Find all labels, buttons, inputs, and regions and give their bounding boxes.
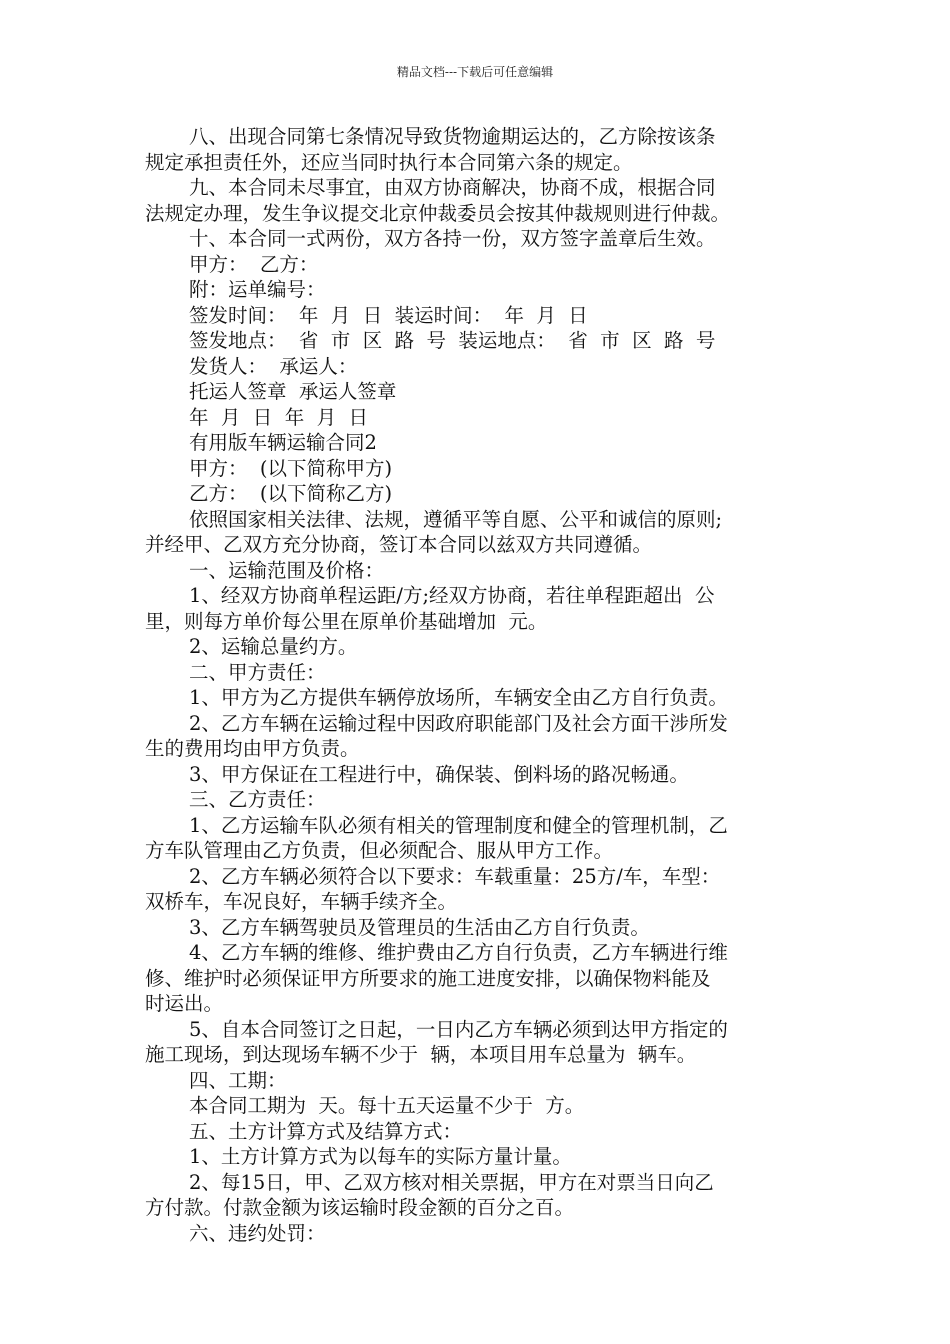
text-line: 规定承担责任外，还应当同时执行本合同第六条的规定。 xyxy=(145,150,633,174)
text-line: 2、乙方车辆在运输过程中因政府职能部门及社会方面干涉所发 xyxy=(189,711,728,735)
text-line: 签发时间： 年 月 日 装运时间： 年 月 日 xyxy=(189,303,588,327)
text-line: 里，则每方单价每公里在原单价基础增加 元。 xyxy=(145,609,548,633)
text-line: 有用版车辆运输合同2 xyxy=(189,431,377,454)
text-line: 八、出现合同第七条情况导致货物逾期运达的，乙方除按该条 xyxy=(189,125,716,148)
text-line: 发货人： 承运人： xyxy=(189,354,358,378)
text-line: 2、乙方车辆必须符合以下要求：车载重量：25方/车，车型： xyxy=(189,864,721,888)
text-line: 修、维护时必须保证甲方所要求的施工进度安排，以确保物料能及 xyxy=(145,966,711,990)
text-line: 1、乙方运输车队必须有相关的管理制度和健全的管理机制，乙 xyxy=(189,813,728,837)
text-line: 1、土方计算方式为以每车的实际方量计量。 xyxy=(189,1145,572,1168)
text-line: 十、本合同一式两份，双方各持一份，双方签字盖章后生效。 xyxy=(189,227,716,250)
text-line: 二、甲方责任： xyxy=(189,660,326,684)
text-line: 施工现场，到达现场车辆不少于 辆，本项目用车总量为 辆车。 xyxy=(145,1043,697,1066)
text-line: 附：运单编号： xyxy=(189,278,326,301)
text-line: 甲方： 乙方： xyxy=(189,252,319,276)
text-line: 5、自本合同签订之日起，一日内乙方车辆必须到达甲方指定的 xyxy=(189,1017,728,1041)
text-line: 2、每15日，甲、乙双方核对相关票据，甲方在对票当日向乙 xyxy=(189,1170,714,1194)
text-line: 托运人签章 承运人签章 xyxy=(189,380,397,403)
text-line: 4、乙方车辆的维修、维护费由乙方自行负责，乙方车辆进行维 xyxy=(189,941,728,964)
text-line: 九、本合同未尽事宜，由双方协商解决，协商不成，根据合同 xyxy=(189,176,716,199)
text-line: 3、乙方车辆驾驶员及管理员的生活由乙方自行负责。 xyxy=(189,915,650,939)
text-line: 年 月 日 年 月 日 xyxy=(189,405,368,429)
text-line: 法规定办理，发生争议提交北京仲裁委员会按其仲裁规则进行仲裁。 xyxy=(145,201,731,225)
text-line: 方付款。付款金额为该运输时段金额的百分之百。 xyxy=(145,1196,575,1219)
text-line: 三、乙方责任： xyxy=(189,788,326,811)
text-line: 1、经双方协商单程运距/方;经双方协商，若往单程距超出 公 xyxy=(189,584,715,607)
text-line: 2、运输总量约方。 xyxy=(189,635,358,658)
document-body xyxy=(145,124,810,1246)
text-line: 方车队管理由乙方负责，但必须配合、服从甲方工作。 xyxy=(145,839,614,862)
text-line: 时运出。 xyxy=(145,992,224,1015)
text-line: 六、违约处罚： xyxy=(189,1221,326,1245)
text-line: 本合同工期为 天。每十五天运量不少于 方。 xyxy=(189,1094,585,1117)
text-line: 签发地点： 省 市 区 路 号 装运地点： 省 市 区 路 号 xyxy=(189,329,716,352)
text-line: 依照国家相关法律、法规，遵循平等自愿、公平和诚信的原则; xyxy=(189,507,723,531)
text-line: 并经甲、乙双方充分协商，签订本合同以兹双方共同遵循。 xyxy=(145,533,653,556)
text-line: 3、甲方保证在工程进行中，确保装、倒料场的路况畅通。 xyxy=(189,762,689,786)
text-line: 五、土方计算方式及结算方式： xyxy=(189,1119,463,1143)
text-line: 四、工期： xyxy=(189,1068,287,1092)
page-header: 精品文档---下载后可任意编辑 xyxy=(396,65,554,79)
text-line: 生的费用均由甲方负责。 xyxy=(145,737,360,760)
text-line: 甲方： (以下简称甲方) xyxy=(189,456,393,480)
text-line: 1、甲方为乙方提供车辆停放场所，车辆安全由乙方自行负责。 xyxy=(189,686,728,709)
text-line: 乙方： (以下简称乙方) xyxy=(189,482,393,505)
text-line: 一、运输范围及价格： xyxy=(189,558,385,582)
text-line: 双桥车，车况良好，车辆手续齐全。 xyxy=(145,890,458,913)
